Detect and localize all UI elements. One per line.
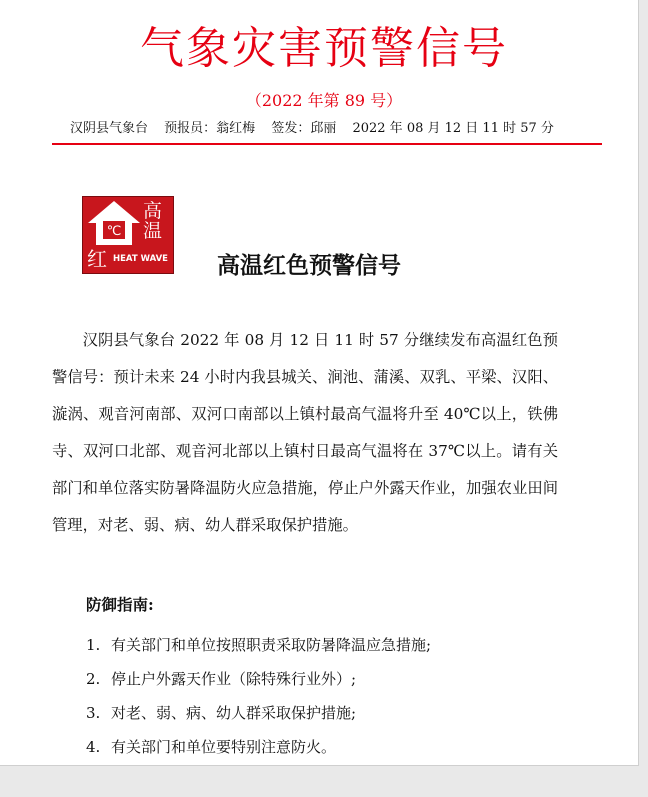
badge-char-3: 红 xyxy=(87,247,107,271)
guide-item xyxy=(86,628,431,662)
document-title: 气象灾害预警信号 xyxy=(140,23,508,74)
badge-char-2: 温 xyxy=(143,220,163,242)
guide-heading: 防御指南: xyxy=(86,595,154,614)
guide-item-number: 1. xyxy=(86,636,101,654)
guide-item-number: 3. xyxy=(86,704,101,722)
forecaster-name: 预报员：翁红梅 xyxy=(164,121,256,136)
guide-item-number: 2. xyxy=(86,670,101,688)
guide-item xyxy=(86,696,431,730)
header-divider xyxy=(52,143,602,145)
badge-char-1: 高 xyxy=(143,200,163,222)
badge-english-label: HEAT WAVE xyxy=(113,254,168,264)
guide-item xyxy=(86,662,431,696)
heat-wave-thermometer-house-icon xyxy=(86,199,142,247)
guide-item-text: 有关部门和单位按照职责采取防暑降温应急措施; xyxy=(111,636,432,654)
guide-item-number: 4. xyxy=(86,738,101,756)
guide-item-text: 有关部门和单位要特别注意防火。 xyxy=(111,738,337,756)
issue-datetime: 2022 年 08 月 12 日 11 时 57 分 xyxy=(352,121,554,136)
guide-item-text: 对老、弱、病、幼人群采取保护措施; xyxy=(111,704,357,722)
meta-line xyxy=(70,117,566,136)
guide-list xyxy=(86,628,431,764)
signal-title: 高温红色预警信号 xyxy=(217,253,401,279)
signer-name: 签发：邱丽 xyxy=(271,121,337,136)
celsius-symbol: ℃ xyxy=(106,224,122,239)
guide-item xyxy=(86,730,431,764)
guide-item-text: 停止户外露天作业（除特殊行业外）; xyxy=(111,670,357,688)
warning-body: 汉阴县气象台 2022 年 08 月 12 日 11 时 57 分继续发布高温红色预警信号：预计未来 24 小时内我县城关、涧池、蒲溪、双乳、平梁、汉阳、漩涡、观音河南部、双河口南部以上镇村最高气温将升至 40℃以上，铁佛寺、双河口北部、观音河北部以上镇村日最高气温将在 37℃以上。请有关部门和单位落实防暑降温防火应急措施，停止户外露天作业，加强农业田间管理，对老、弱、病、幼人群采取保护措施。 xyxy=(52,331,558,534)
heat-wave-red-badge xyxy=(82,196,174,274)
issue-number: （2022 年第 89 号） xyxy=(245,91,403,110)
station-name: 汉阴县气象台 xyxy=(70,121,149,136)
